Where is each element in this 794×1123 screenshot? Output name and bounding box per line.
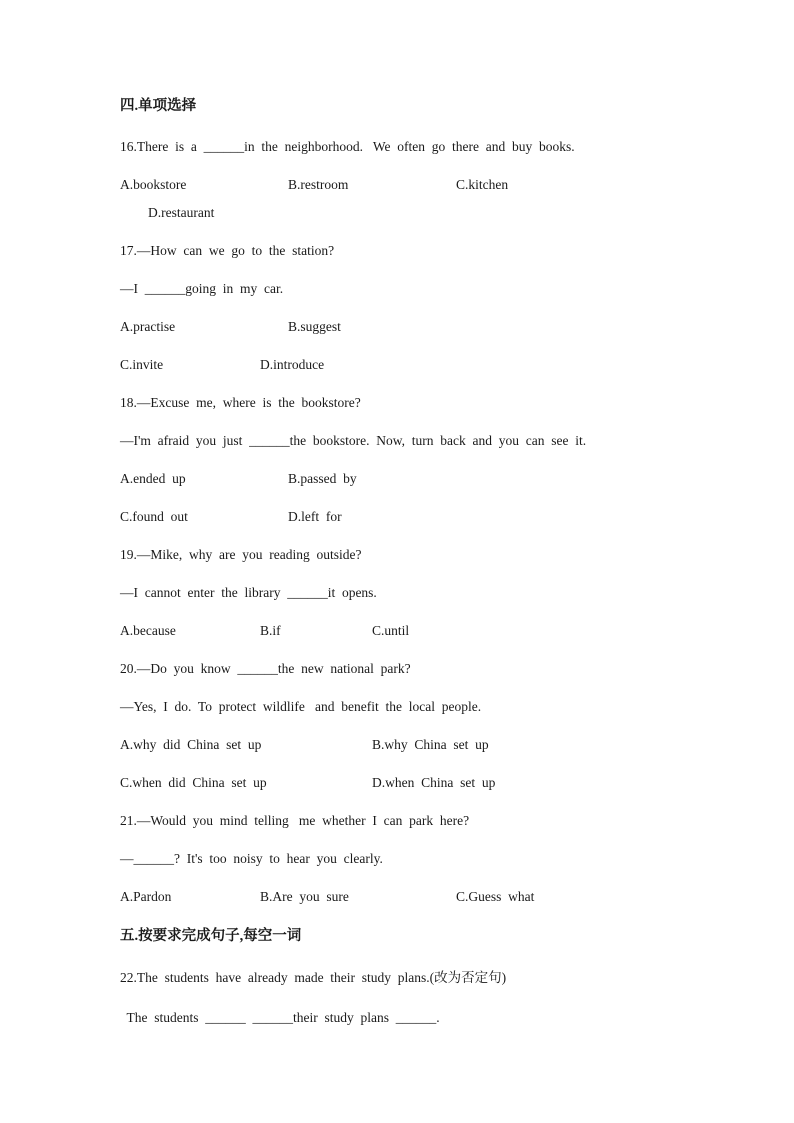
q20-option-a: A.why did China set up [120,737,262,752]
question-19-answer-line: —I cannot enter the library ______it opens. [120,585,377,600]
question-20-answer-line: —Yes, I do. To protect wildlife and benefit the local people. [120,699,482,714]
section-4-heading: 四.单项选择 [120,98,197,114]
q16-option-c: C.kitchen [456,177,509,192]
question-22-answer-line: The students ______ ______their study plans ______. [120,1010,440,1025]
q19-option-c: C.until [372,623,410,638]
q19-option-b: B.if [260,623,281,638]
question-18-stem: 18.—Excuse me, where is the bookstore? [120,395,361,410]
q16-option-a: A.bookstore [120,177,187,192]
q17-option-c: C.invite [120,357,164,372]
question-22-stem: 22.The students have already made their study plans.(改为否定句) [120,970,507,985]
q17-option-a: A.practise [120,319,176,334]
q18-option-a: A.ended up [120,471,186,486]
q20-option-c: C.when did China set up [120,775,267,790]
question-19-stem: 19.—Mike, why are you reading outside? [120,547,362,562]
q18-option-d: D.left for [288,509,342,524]
question-16-stem: 16.There is a ______in the neighborhood. We often go there and buy books. [120,139,575,154]
q18-option-b: B.passed by [288,471,357,486]
q20-option-b: B.why China set up [372,737,489,752]
q17-option-d: D.introduce [260,357,325,372]
q20-option-d: D.when China set up [372,775,496,790]
q21-option-a: A.Pardon [120,889,172,904]
q18-option-c: C.found out [120,509,188,524]
question-18-answer-line: —I'm afraid you just ______the bookstore. Now, turn back and you can see it. [120,433,587,448]
q21-option-b: B.Are you sure [260,889,349,904]
question-21-answer-line: —______? It's too noisy to hear you clearly. [120,851,383,866]
q17-option-b: B.suggest [288,319,341,334]
q19-option-a: A.because [120,623,176,638]
q16-option-b: B.restroom [288,177,349,192]
q16-option-d: D.restaurant [148,205,215,220]
q21-option-c: C.Guess what [456,889,535,904]
question-21-stem: 21.—Would you mind telling me whether I can park here? [120,813,470,828]
question-17-stem: 17.—How can we go to the station? [120,243,335,258]
question-17-answer-line: —I ______going in my car. [120,281,284,296]
question-20-stem: 20.—Do you know ______the new national park? [120,661,411,676]
section-5-heading: 五.按要求完成句子,每空一词 [120,928,302,944]
